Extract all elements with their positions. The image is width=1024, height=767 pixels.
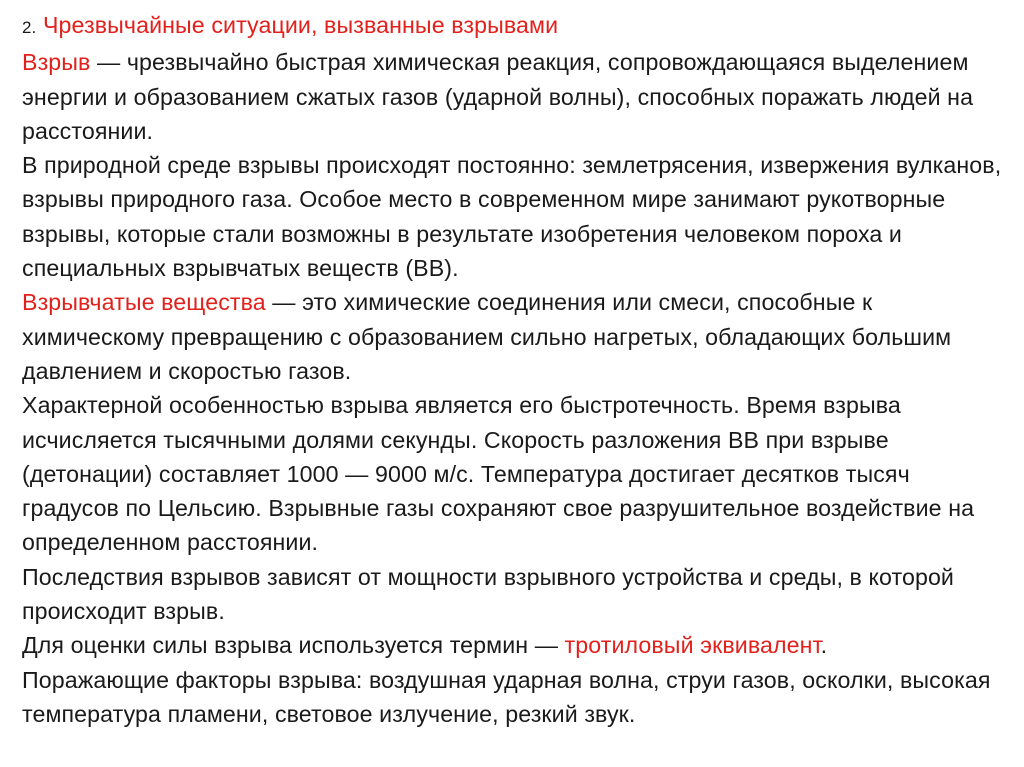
heading-number: 2. <box>22 18 37 37</box>
paragraph-consequences <box>22 560 1012 629</box>
term-tnt-equivalent: тротиловый эквивалент <box>564 632 821 659</box>
paragraph-explosives-definition <box>22 285 1012 388</box>
explosion-characteristics-text: Характерной особенностью взрыва является его быстротечность. Время взрыва исчисляется тысячными долями секунды. Скорость разложения ВВ при взрыве (детонации) составляет 1000 — 9000 м/с. Температура достигает десятков тысяч градусов по Цельсию. Взрывные газы сохраняют свое разрушительное воздействие на определенном расстоянии. <box>22 392 975 556</box>
heading-title: Чрезвычайные ситуации, вызванные взрывами <box>42 12 559 38</box>
explosives-definition-text: — это химические соединения или смеси, способные к химическому превращению с образованием сильно нагретых, обладающих большим давлением и скоростью газов. <box>22 289 952 384</box>
paragraph-damaging-factors <box>22 663 1012 732</box>
tnt-equivalent-end: . <box>820 632 828 659</box>
tnt-equivalent-lead-text: Для оценки силы взрыва используется термин — <box>22 632 565 659</box>
slide-text-body <box>22 8 1012 731</box>
natural-explosions-text: В природной среде взрывы происходят постоянно: землетрясения, извержения вулканов, взрывы природного газа. Особое место в современном мире занимают рукотворные взрывы, которые стали возможны в результате изобретения человеком пороха и специальных взрывчатых веществ (ВВ). <box>22 152 1002 282</box>
paragraph-explosion-characteristics <box>22 388 1012 559</box>
damaging-factors-text: Поражающие факторы взрыва: воздушная ударная волна, струи газов, осколки, высокая температура пламени, световое излучение, резкий звук. <box>22 666 991 727</box>
paragraph-natural-explosions <box>22 148 1012 285</box>
explosion-definition-text: — чрезвычайно быстрая химическая реакция, сопровождающаяся выделением энергии и образованием сжатых газов (ударной волны), способных поражать людей на расстоянии. <box>22 49 974 144</box>
paragraph-explosion-definition <box>22 45 1012 148</box>
heading <box>22 8 1012 45</box>
term-explosion: Взрыв <box>22 49 91 76</box>
term-explosives: Взрывчатые вещества <box>22 289 266 316</box>
paragraph-tnt-equivalent <box>22 628 1012 662</box>
consequences-text: Последствия взрывов зависят от мощности взрывного устройства и среды, в которой происходит взрыв. <box>22 563 954 625</box>
